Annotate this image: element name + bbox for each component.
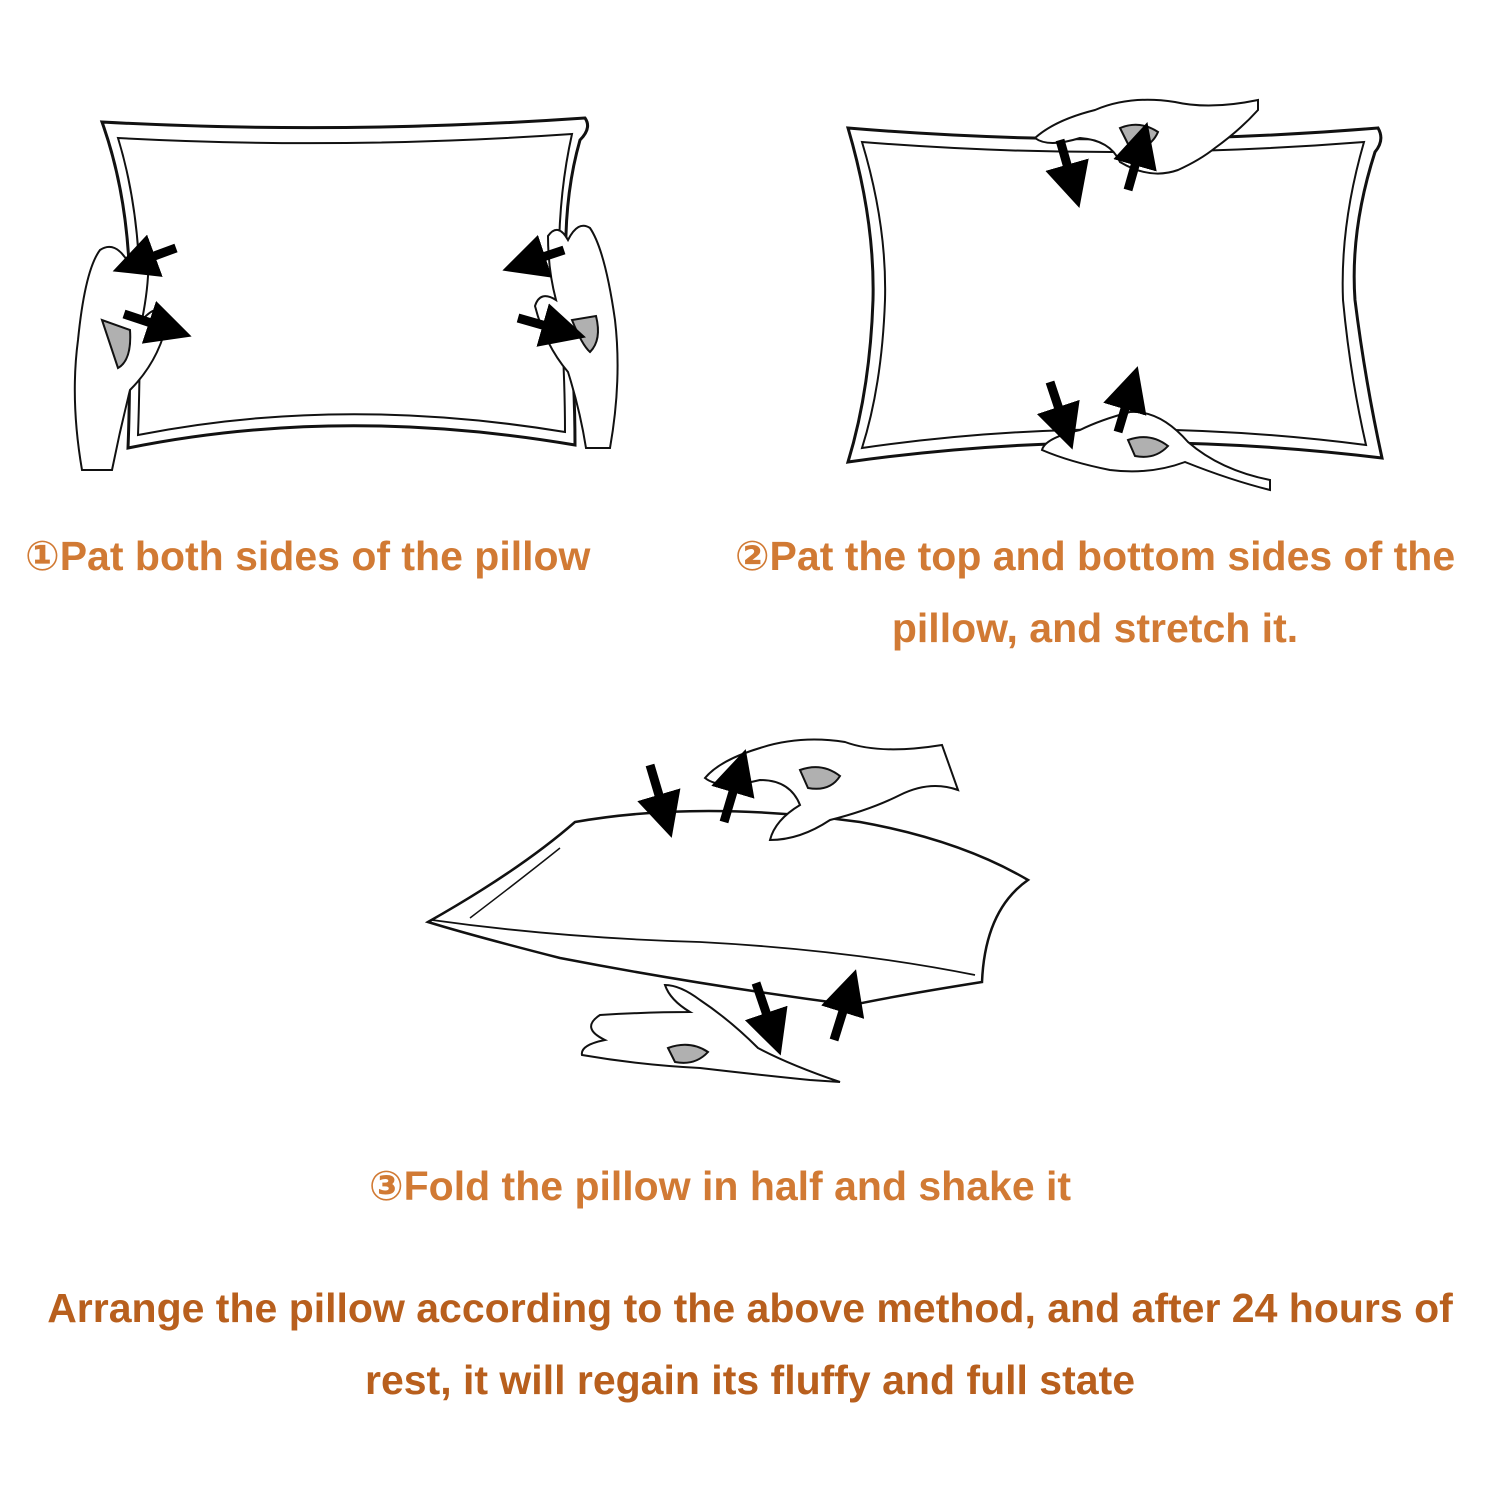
step3-caption: ③Fold the pillow in half and shake it — [368, 1163, 1072, 1209]
pillow-icon — [848, 128, 1382, 462]
step2-illustration — [848, 100, 1382, 490]
step3-illustration — [428, 740, 1028, 1082]
step1-illustration — [75, 118, 618, 470]
pillow-icon — [428, 811, 1028, 1005]
step1-caption: ①Pat both sides of the pillow — [25, 533, 591, 579]
step2-caption: ②Pat the top and bottom sides of the pillow, and stretch it. — [734, 533, 1456, 651]
pillow-icon — [102, 118, 588, 448]
bottom-hand-icon — [582, 985, 840, 1082]
recovery-note: Arrange the pillow according to the above method, and after 24 hours of rest, it will regain its fluffy and full state — [47, 1285, 1453, 1403]
